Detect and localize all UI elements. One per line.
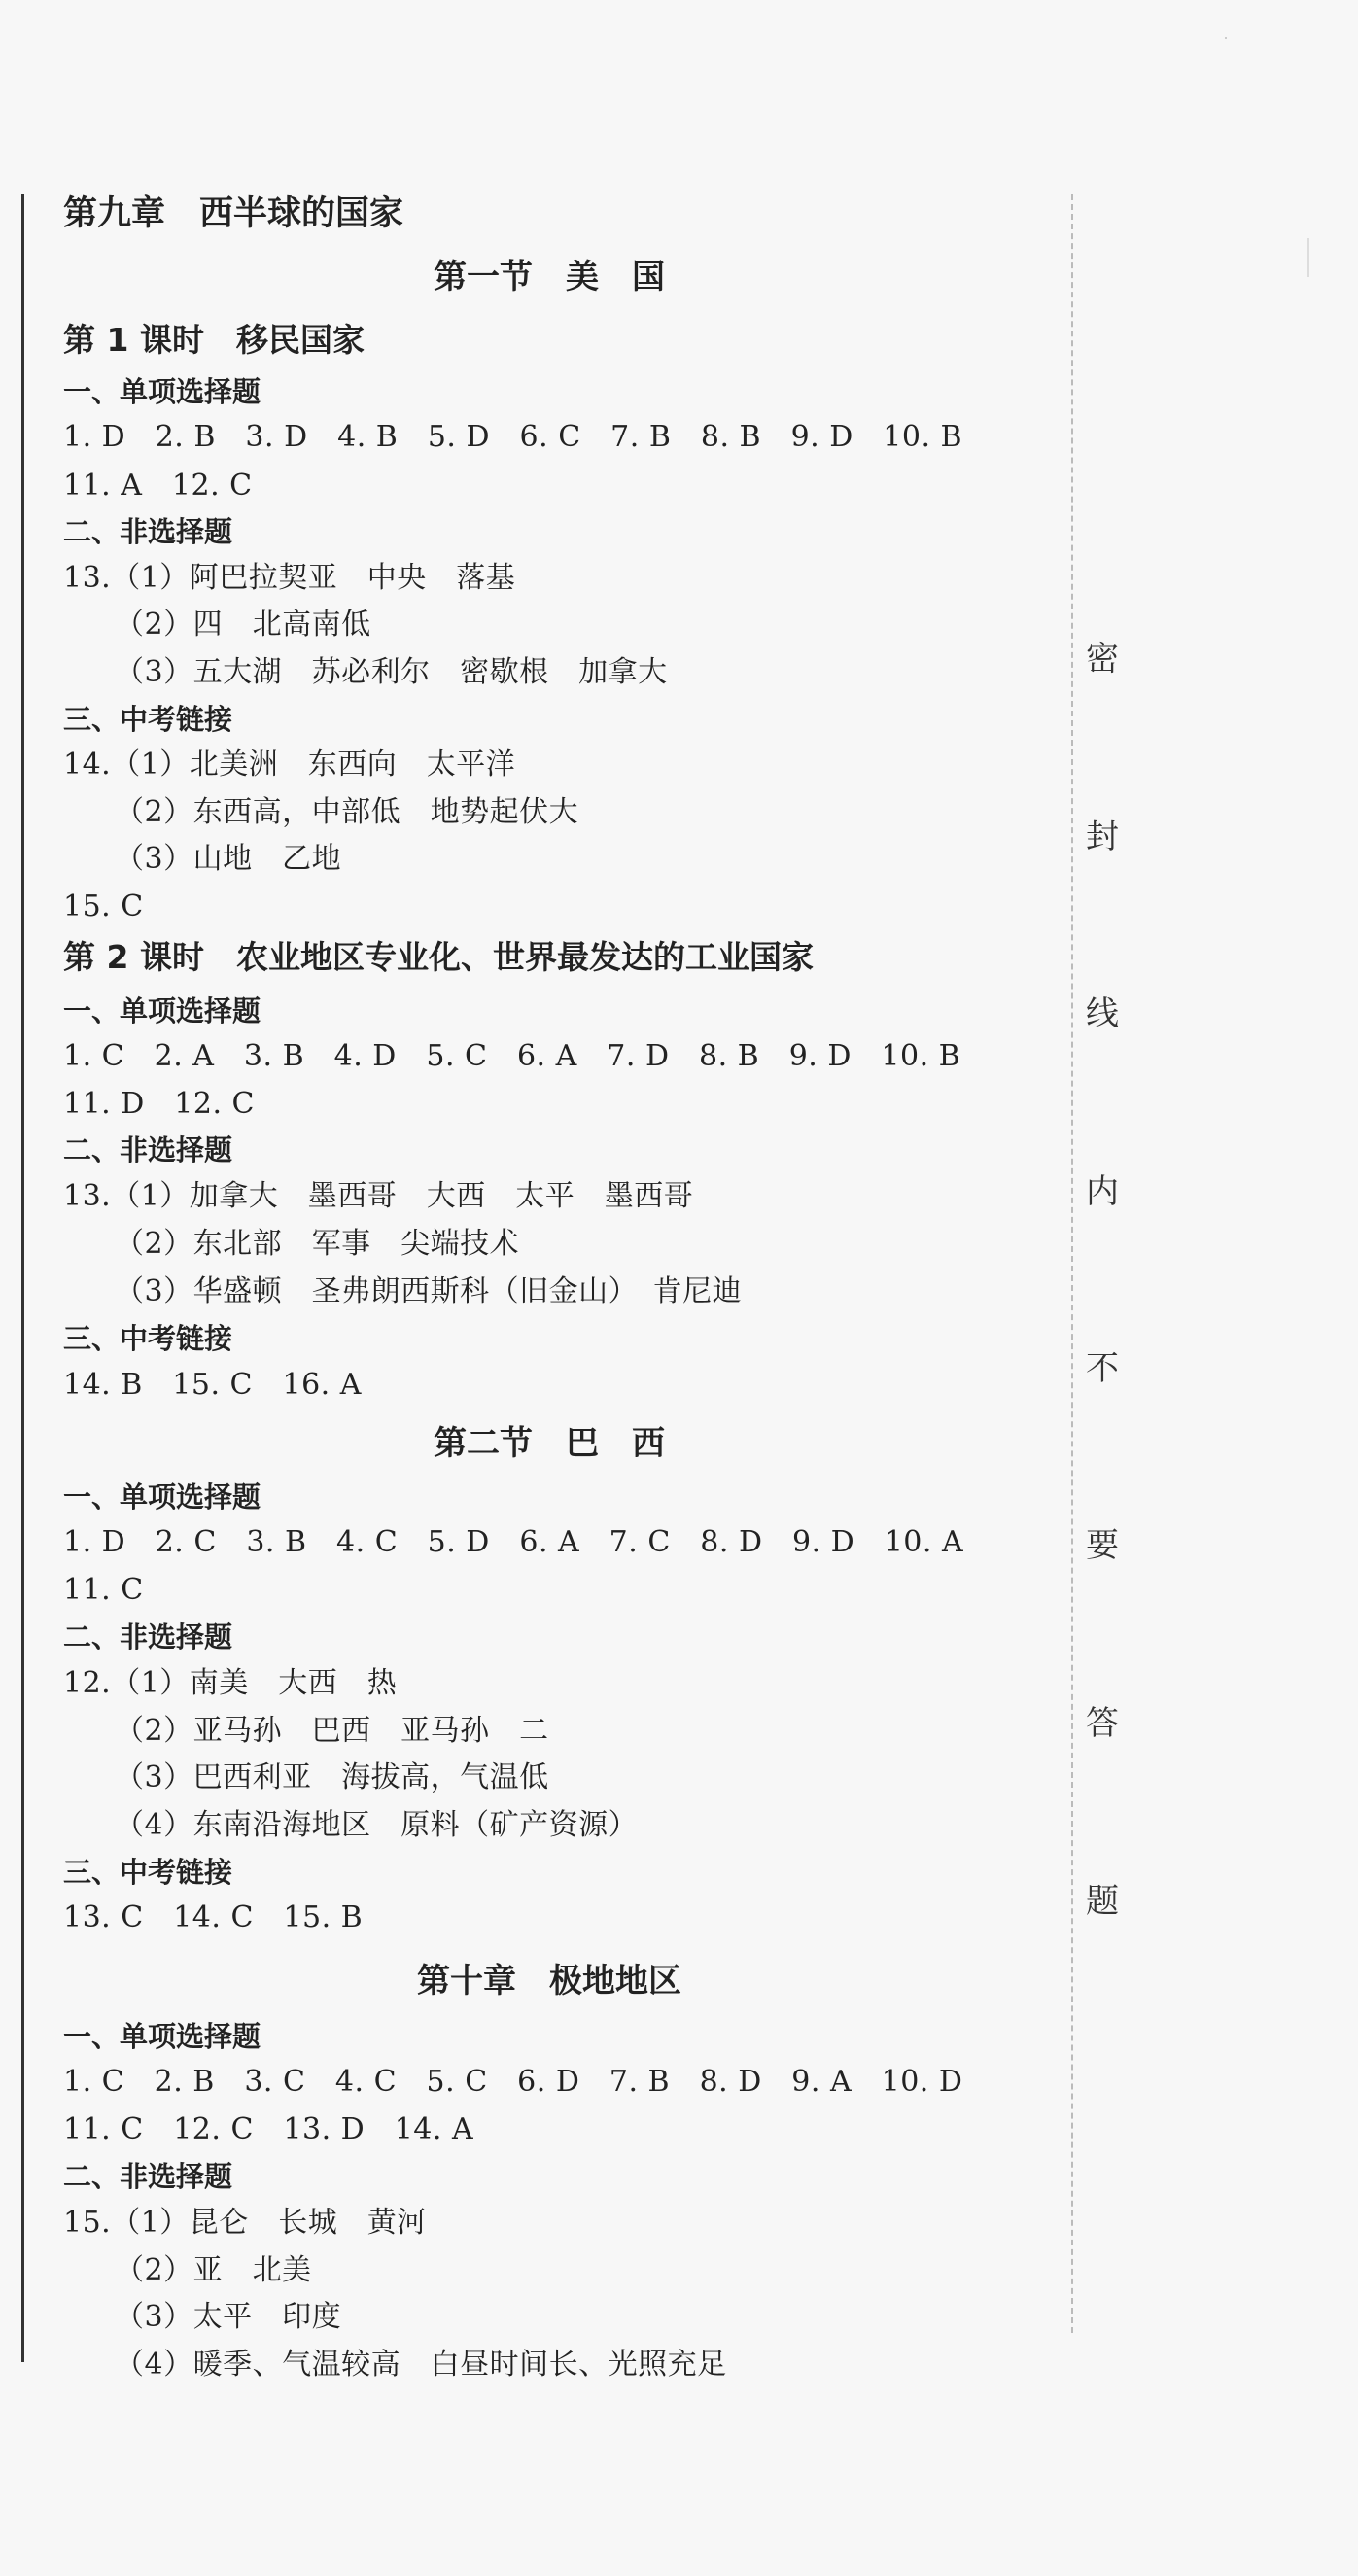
answer-line: （2）四 北高南低	[115, 608, 371, 642]
section-heading: 第十章 极地地区	[417, 1962, 681, 2001]
answer-line: （2）东北部 军事 尖端技术	[115, 1227, 520, 1261]
answer-line: （4）暖季、气温较高 白昼时间长、光照充足	[115, 2348, 727, 2382]
answer-line: 11. C 12. C 13. D 14. A	[63, 2112, 474, 2146]
answer-line: （3）五大湖 苏必利尔 密歇根 加拿大	[115, 655, 668, 689]
answer-line: （2）亚马孙 巴西 亚马孙 二	[115, 1714, 549, 1748]
answer-line: （3）太平 印度	[115, 2300, 342, 2334]
seal-char: 封	[1086, 818, 1119, 856]
answer-line: 1. D 2. B 3. D 4. B 5. D 6. C 7. B 8. B 9. D 10. B	[63, 420, 963, 454]
question-type-heading: 三、中考链接	[63, 1856, 233, 1889]
lesson-heading: 第 2 课时 农业地区专业化、世界最发达的工业国家	[63, 938, 814, 976]
answer-line: 1. C 2. B 3. C 4. C 5. C 6. D 7. B 8. D 9. A 10. D	[63, 2065, 963, 2099]
scan-speck	[1225, 37, 1227, 39]
seal-char: 题	[1086, 1882, 1119, 1921]
answer-line: 11. C	[63, 1573, 144, 1607]
answer-line: 13. C 14. C 15. B	[63, 1900, 364, 1934]
answer-line: 14.（1）北美洲 东西向 太平洋	[63, 748, 516, 782]
answer-line: （3）山地 乙地	[115, 842, 342, 876]
answer-line: 1. D 2. C 3. B 4. C 5. D 6. A 7. C 8. D 9. D 10. A	[63, 1525, 964, 1559]
question-type-heading: 一、单项选择题	[63, 994, 261, 1027]
seal-char: 要	[1086, 1526, 1119, 1565]
question-type-heading: 三、中考链接	[63, 703, 233, 736]
question-type-heading: 一、单项选择题	[63, 1480, 261, 1514]
seal-char: 不	[1086, 1349, 1119, 1388]
seal-char: 内	[1086, 1172, 1119, 1211]
section-heading: 第二节 巴 西	[434, 1424, 665, 1463]
question-type-heading: 一、单项选择题	[63, 2020, 261, 2053]
question-type-heading: 一、单项选择题	[63, 375, 261, 408]
seal-char: 密	[1086, 640, 1119, 679]
question-type-heading: 二、非选择题	[63, 1133, 233, 1166]
seal-char: 线	[1086, 994, 1119, 1033]
answer-line: 11. A 12. C	[63, 469, 253, 503]
question-type-heading: 二、非选择题	[63, 1620, 233, 1654]
answer-line: （2）东西高，中部低 地势起伏大	[115, 795, 579, 829]
answer-line: （3）巴西利亚 海拔高，气温低	[115, 1760, 549, 1794]
seal-char: 答	[1086, 1704, 1119, 1743]
answer-line: 1. C 2. A 3. B 4. D 5. C 6. A 7. D 8. B 9. D 10. B	[63, 1039, 961, 1073]
answer-line: 15.（1）昆仑 长城 黄河	[63, 2206, 427, 2240]
answer-line: 14. B 15. C 16. A	[63, 1368, 362, 1402]
answer-line: 13.（1）加拿大 墨西哥 大西 太平 墨西哥	[63, 1179, 694, 1213]
section-heading: 第一节 美 国	[434, 258, 665, 296]
question-type-heading: 二、非选择题	[63, 515, 233, 548]
binding-dashed-line	[1071, 194, 1073, 2333]
left-margin-rule	[21, 194, 24, 2362]
answer-line: （2）亚 北美	[115, 2253, 312, 2287]
question-type-heading: 二、非选择题	[63, 2160, 233, 2193]
answer-line: 13.（1）阿巴拉契亚 中央 落基	[63, 561, 516, 595]
answer-line: （3）华盛顿 圣弗朗西斯科（旧金山） 肯尼迪	[115, 1274, 743, 1308]
answer-line: 12.（1）南美 大西 热	[63, 1666, 398, 1700]
lesson-heading: 第 1 课时 移民国家	[63, 321, 365, 359]
answer-line: （4）东南沿海地区 原料（矿产资源）	[115, 1808, 639, 1842]
question-type-heading: 三、中考链接	[63, 1322, 233, 1355]
answer-line: 15. C	[63, 889, 144, 923]
answer-line: 11. D 12. C	[63, 1087, 255, 1121]
chapter-heading: 第九章 西半球的国家	[63, 194, 404, 233]
edge-mark	[1307, 238, 1309, 277]
